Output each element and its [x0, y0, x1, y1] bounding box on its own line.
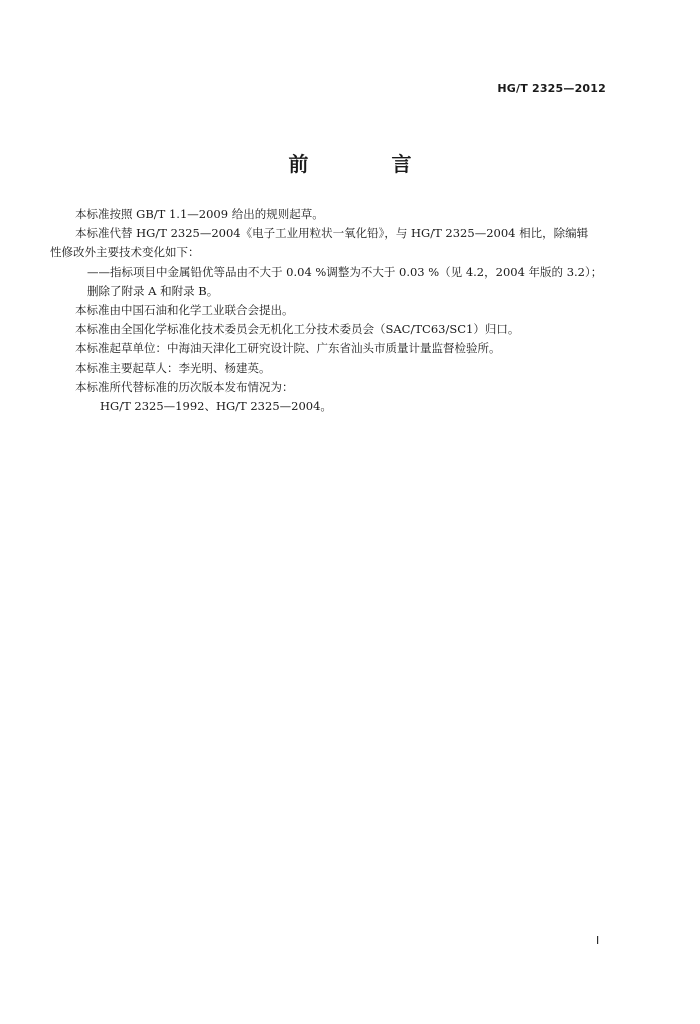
change-item-lead-content: ——指标项目中金属铅优等品由不大于 0.04 %调整为不大于 0.03 %（见 4.2，2004 年版的 3.2）； [87, 264, 603, 279]
paragraph-proposed-by: 本标准由中国石油和化学工业联合会提出。 [75, 303, 294, 318]
document-body [50, 205, 625, 416]
paragraph-drafting-rules: 本标准按照 GB/T 1.1—2009 给出的规则起草。 [75, 207, 324, 221]
paragraph-replacement-line1: 本标准代替 HG/T 2325—2004《电子工业用粒状一氧化铅》，与 HG/T 2325—2004 相比，除编辑 [75, 226, 589, 241]
paragraph-drafters: 本标准主要起草人：李光明、杨建英。 [75, 360, 271, 375]
paragraph-technical-committee: 本标准由全国化学标准化技术委员会无机化工分技术委员会（SAC/TC63/SC1）归口。 [75, 322, 520, 337]
page-number: I [596, 934, 600, 947]
standard-code: HG/T 2325—2012 [497, 82, 606, 95]
change-item-annex-removed: 删除了附录 A 和附录 B。 [87, 283, 219, 298]
paragraph-history-intro: 本标准所代替标准的历次版本发布情况为： [75, 379, 294, 394]
paragraph-replacement-line2: 性修改外主要技术变化如下： [50, 245, 200, 260]
page-title: 前 言 [288, 152, 450, 176]
paragraph-history-versions: HG/T 2325—1992、HG/T 2325—2004。 [100, 399, 332, 414]
paragraph-drafting-units: 本标准起草单位：中海油天津化工研究设计院、广东省汕头市质量计量监督检验所。 [75, 341, 501, 356]
